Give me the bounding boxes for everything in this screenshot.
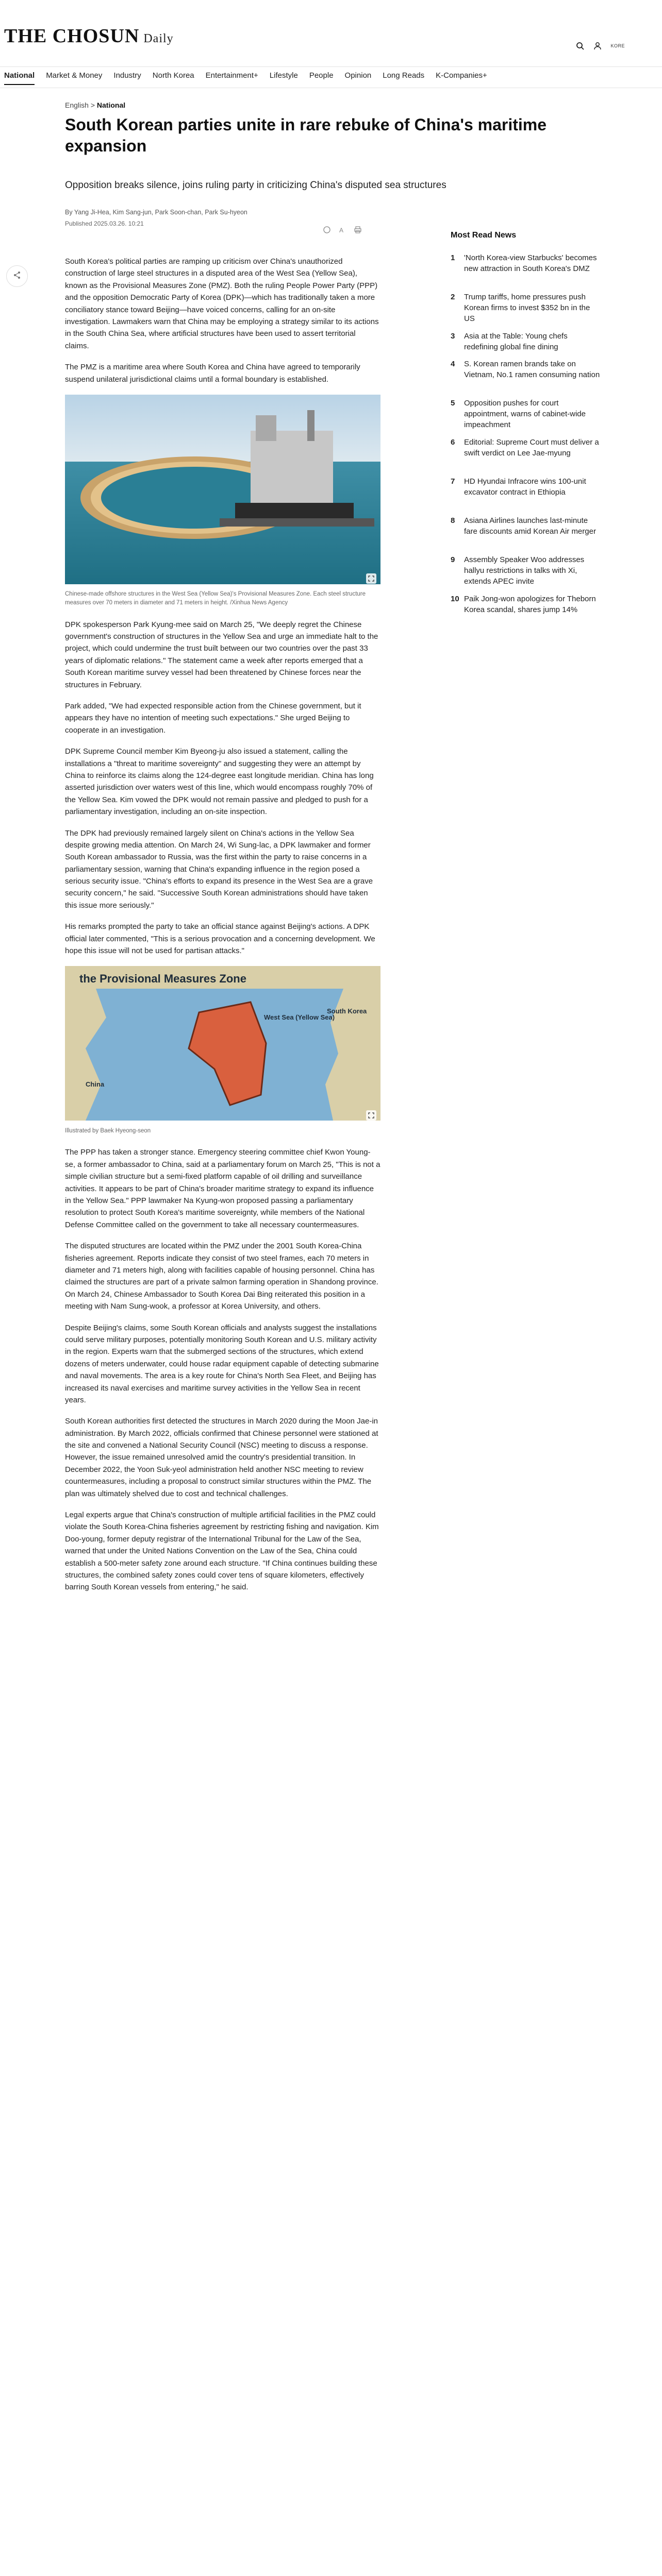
most-read-title[interactable]: Trump tariffs, home pressures push Korean firms to invest $352 bn in the US: [464, 293, 590, 323]
nav-item-k-companies[interactable]: K-Companies+: [436, 71, 487, 80]
paragraph: The disputed structures are located within the PMZ under the 2001 South Korea-China fisheries agreement. Reports indicate they consist of two steel frames, each 70 meters in diameter and 71 meters high, along with facilities capable of housing personnel. China has claimed the structures are part of a private salmon farming operation in Shandong province. On March 24, Chinese Ambassador to South Korea Dai Bing reiterated this position in a meeting with Nam Sung-wook, a professor at Korea University, and others.: [65, 1242, 378, 1311]
most-read-heading: Most Read News: [451, 231, 517, 240]
paragraph: Despite Beijing's claims, some South Korean officials and analysts suggest the installations could serve military purposes, potentially monitoring South Korean and U.S. military activity in the region. Experts warn that the submerged sections of the structures, which extend dozens of meters underwater, could house radar equipment capable of detecting submarine and naval movements. The area is a key route for China's North Sea Fleet, and Beijing has increased its naval exercises and maritime survey activities in the Yellow Sea in recent years.: [65, 1323, 379, 1404]
pmz-map: [65, 966, 380, 1124]
map-caption: Illustrated by Baek Hyeong-seon: [65, 1127, 151, 1134]
rank-number: 7: [451, 477, 455, 486]
publish-date: Published 2025.03.26. 10:21: [65, 220, 144, 227]
article-actions: [323, 226, 362, 234]
nav-item-lifestyle[interactable]: Lifestyle: [269, 71, 298, 80]
most-read-title[interactable]: 'North Korea-view Starbucks' becomes new attraction in South Korea's DMZ: [464, 253, 597, 273]
site-logo[interactable]: THE CHOSUN Daily: [4, 25, 174, 47]
most-read-title[interactable]: Editorial: Supreme Court must deliver a swift verdict on Lee Jae-myung: [464, 438, 599, 457]
most-read-title[interactable]: Opposition pushes for court appointment, warns of cabinet-wide impeachment: [464, 399, 586, 429]
most-read-title[interactable]: Paik Jong-won apologizes for Theborn Korea scandal, shares jump 14%: [464, 595, 596, 614]
rank-number: 3: [451, 332, 455, 341]
nav-item-people[interactable]: People: [309, 71, 334, 80]
most-read-item[interactable]: [451, 437, 600, 459]
nav-item-industry[interactable]: Industry: [113, 71, 141, 80]
breadcrumb-english[interactable]: English: [65, 101, 89, 109]
pmz-map-illustration: [65, 966, 380, 1121]
most-read-item[interactable]: [451, 398, 600, 430]
paragraph: Park added, "We had expected responsible action from the Chinese government, but it appears they have no intention of meeting such expectations." She urged Beijing to cooperate in an investigation.: [65, 701, 361, 735]
breadcrumb: [65, 101, 125, 109]
expand-icon[interactable]: [366, 1110, 376, 1121]
most-read-item[interactable]: [451, 515, 600, 537]
map-label-sea: West Sea (Yellow Sea): [264, 1013, 335, 1022]
nav-item-entertainment[interactable]: Entertainment+: [205, 71, 258, 80]
nav-item-long-reads[interactable]: Long Reads: [383, 71, 425, 80]
paragraph: The DPK had previously remained largely silent on China's actions in the Yellow Sea despite growing media attention. On March 24, Wi Sung-lac, a DPK lawmaker and former South Korean ambassador to Russia, was the first within the party to raise concerns in a parliamentary session, warning that China's expanding influence in the region posed a serious security issue. "China's efforts to expand its presence in the West Sea are a grave security concern," he said. "Successive South Korean administrations should have taken this issue more seriously.": [65, 828, 373, 910]
paragraph: His remarks prompted the party to take an official stance against Beijing's actions. A DPK official later commented, "This is a serious provocation and a concerning development. We hope this issue will not be used for partisan attacks.": [65, 922, 375, 956]
rank-number: 4: [451, 360, 455, 368]
rank-number: 1: [451, 253, 455, 262]
header-tools: [575, 41, 625, 50]
copy-link-icon[interactable]: [323, 226, 331, 234]
article-subtitle: Opposition breaks silence, joins ruling party in criticizing China's disputed sea structures: [65, 180, 446, 191]
expand-icon[interactable]: [366, 573, 376, 584]
paragraph: South Korea's political parties are ramping up criticism over China's unauthorized construction of large steel structures in a disputed area of the West Sea (Yellow Sea), known as the Provisional Measures Zone (PMZ). Both the ruling People Power Party (PPP) and the opposition Democratic Party of Korea (DPK)—which has traditionally taken a more conciliatory stance toward Beijing—have voiced concerns, calling for an on-site investigation. Lawmakers warn that China may be employing a strategy similar to its actions in the South China Sea, where artificial structures have been used to assert territorial claims.: [65, 257, 379, 350]
most-read-title[interactable]: HD Hyundai Infracore wins 100-unit excavator contract in Ethiopia: [464, 477, 586, 497]
rank-number: 5: [451, 399, 455, 408]
paragraph: DPK Supreme Council member Kim Byeong-ju also issued a statement, calling the installations a "threat to maritime sovereignty" and suggesting they were an attempt by China to reinforce its claims along the 124-degree east longitude meridian. China has long asserted jurisdiction over waters west of this line, which would encompass roughly 70% of the Yellow Sea. Kim vowed the DPK would not remain passive and pledged to push for a parliamentary investigation, including an on-site inspection.: [65, 747, 374, 817]
offshore-structure-photo: [65, 395, 380, 584]
photo-caption: Chinese-made offshore structures in the West Sea (Yellow Sea)'s Provisional Measures Zone. Each steel structure measures over 70 meters in diameter and 71 meters in height. /Xinhua News Agency: [65, 591, 366, 606]
article-title: South Korean parties unite in rare rebuke of China's maritime expansion: [65, 115, 547, 155]
article-photo: [65, 395, 380, 588]
main-nav: [4, 71, 487, 85]
nav-item-north-korea[interactable]: North Korea: [152, 71, 194, 80]
rank-number: 10: [451, 595, 459, 603]
breadcrumb-national[interactable]: National: [96, 101, 126, 109]
map-title: the Provisional Measures Zone: [79, 972, 246, 986]
paragraph: South Korean authorities first detected the structures in March 2020 during the Moon Jae-in administration. By March 2022, officials confirmed that Chinese personnel were stationed at the site and convened a National Security Council (NSC) meeting to discuss a response. However, the issue remained unresolved amid the country's presidential transition. In December 2022, the Yoon Suk-yeol administration held another NSC meeting to review countermeasures, including a proposal to construct similar structures within the PMZ. The plan was ultimately shelved due to cost and technical challenges.: [65, 1417, 378, 1498]
most-read-title[interactable]: Asiana Airlines launches last-minute fare discounts amid Korean Air merger: [464, 516, 596, 536]
site-header: [0, 0, 662, 67]
paragraph: The PPP has taken a stronger stance. Emergency steering committee chief Kwon Young-se, a former ambassador to China, said at a parliamentary forum on March 25, "This is not a simple civilian structure but a semi-fixed platform capable of oil drilling and surveillance activities. It appears to be part of China's broader maritime strategy to expand its influence in the Yellow Sea." PPP lawmaker Na Kyung-won proposed passing a parliamentary resolution to protect South Korea's maritime sovereignty, while members of the National Defense Committee called on the government to take all necessary countermeasures.: [65, 1148, 380, 1229]
nav-item-market-money[interactable]: Market & Money: [46, 71, 103, 80]
print-icon[interactable]: [354, 226, 362, 234]
most-read-item[interactable]: [451, 554, 600, 587]
most-read-title[interactable]: Asia at the Table: Young chefs redefining global fine dining: [464, 332, 568, 351]
map-label-china: China: [86, 1080, 105, 1089]
rank-number: 6: [451, 438, 455, 447]
share-icon: [13, 271, 21, 282]
article-byline: By Yang Ji-Hea, Kim Sang-jun, Park Soon-chan, Park Su-hyeon: [65, 209, 247, 216]
rank-number: 9: [451, 555, 455, 564]
most-read-title[interactable]: S. Korean ramen brands take on Vietnam, No.1 ramen consuming nation: [464, 360, 600, 379]
paragraph: DPK spokesperson Park Kyung-mee said on March 25, "We deeply regret the Chinese government's construction of structures in the Yellow Sea and urge an immediate halt to the project, which could undermine the trust built between our two countries over the past 33 years of diplomatic relations." The statement came a week after reports emerged that a South Korean maritime survey vessel had been threatened by Chinese forces near the structures in February.: [65, 620, 378, 689]
most-read-item[interactable]: [451, 359, 600, 380]
map-label-korea: South Korea: [327, 1007, 367, 1015]
nav-item-opinion[interactable]: Opinion: [344, 71, 372, 80]
most-read-item[interactable]: [451, 331, 600, 352]
font-size-icon[interactable]: [338, 226, 346, 234]
most-read-item[interactable]: [451, 252, 600, 274]
rank-number: 8: [451, 516, 455, 525]
language-switch[interactable]: KORE: [610, 43, 625, 48]
svg-text:A: A: [339, 227, 344, 233]
breadcrumb-separator: >: [90, 101, 95, 109]
share-button[interactable]: [6, 265, 28, 287]
paragraph: The PMZ is a maritime area where South Korea and China have agreed to temporarily suspend unilateral jurisdictional claims until a formal boundary is established.: [65, 363, 360, 384]
most-read-item[interactable]: [451, 292, 600, 324]
most-read-title[interactable]: Assembly Speaker Woo addresses hallyu restrictions in talks with Xi, extends APEC invite: [464, 555, 585, 586]
paragraph: Legal experts argue that China's construction of multiple artificial facilities in the PMZ could violate the South Korea-China fisheries agreement by restricting fishing and navigation. Kim Doo-young, former deputy registrar of the International Tribunal for the Law of the Sea, warned that under the United Nations Convention on the Law of the Sea, China could establish a 500-meter safety zone around each structure. "If China continues building these structures, the combined safety zones could cover tens of square kilometers, effectively barring South Korean vessels from entering," he said.: [65, 1511, 379, 1592]
article-body: [65, 256, 380, 1603]
most-read-item[interactable]: [451, 476, 600, 498]
rank-number: 2: [451, 293, 455, 301]
most-read-item[interactable]: [451, 594, 600, 615]
nav-item-national[interactable]: National: [4, 71, 35, 85]
user-icon[interactable]: [593, 41, 602, 50]
search-icon[interactable]: [575, 41, 585, 50]
